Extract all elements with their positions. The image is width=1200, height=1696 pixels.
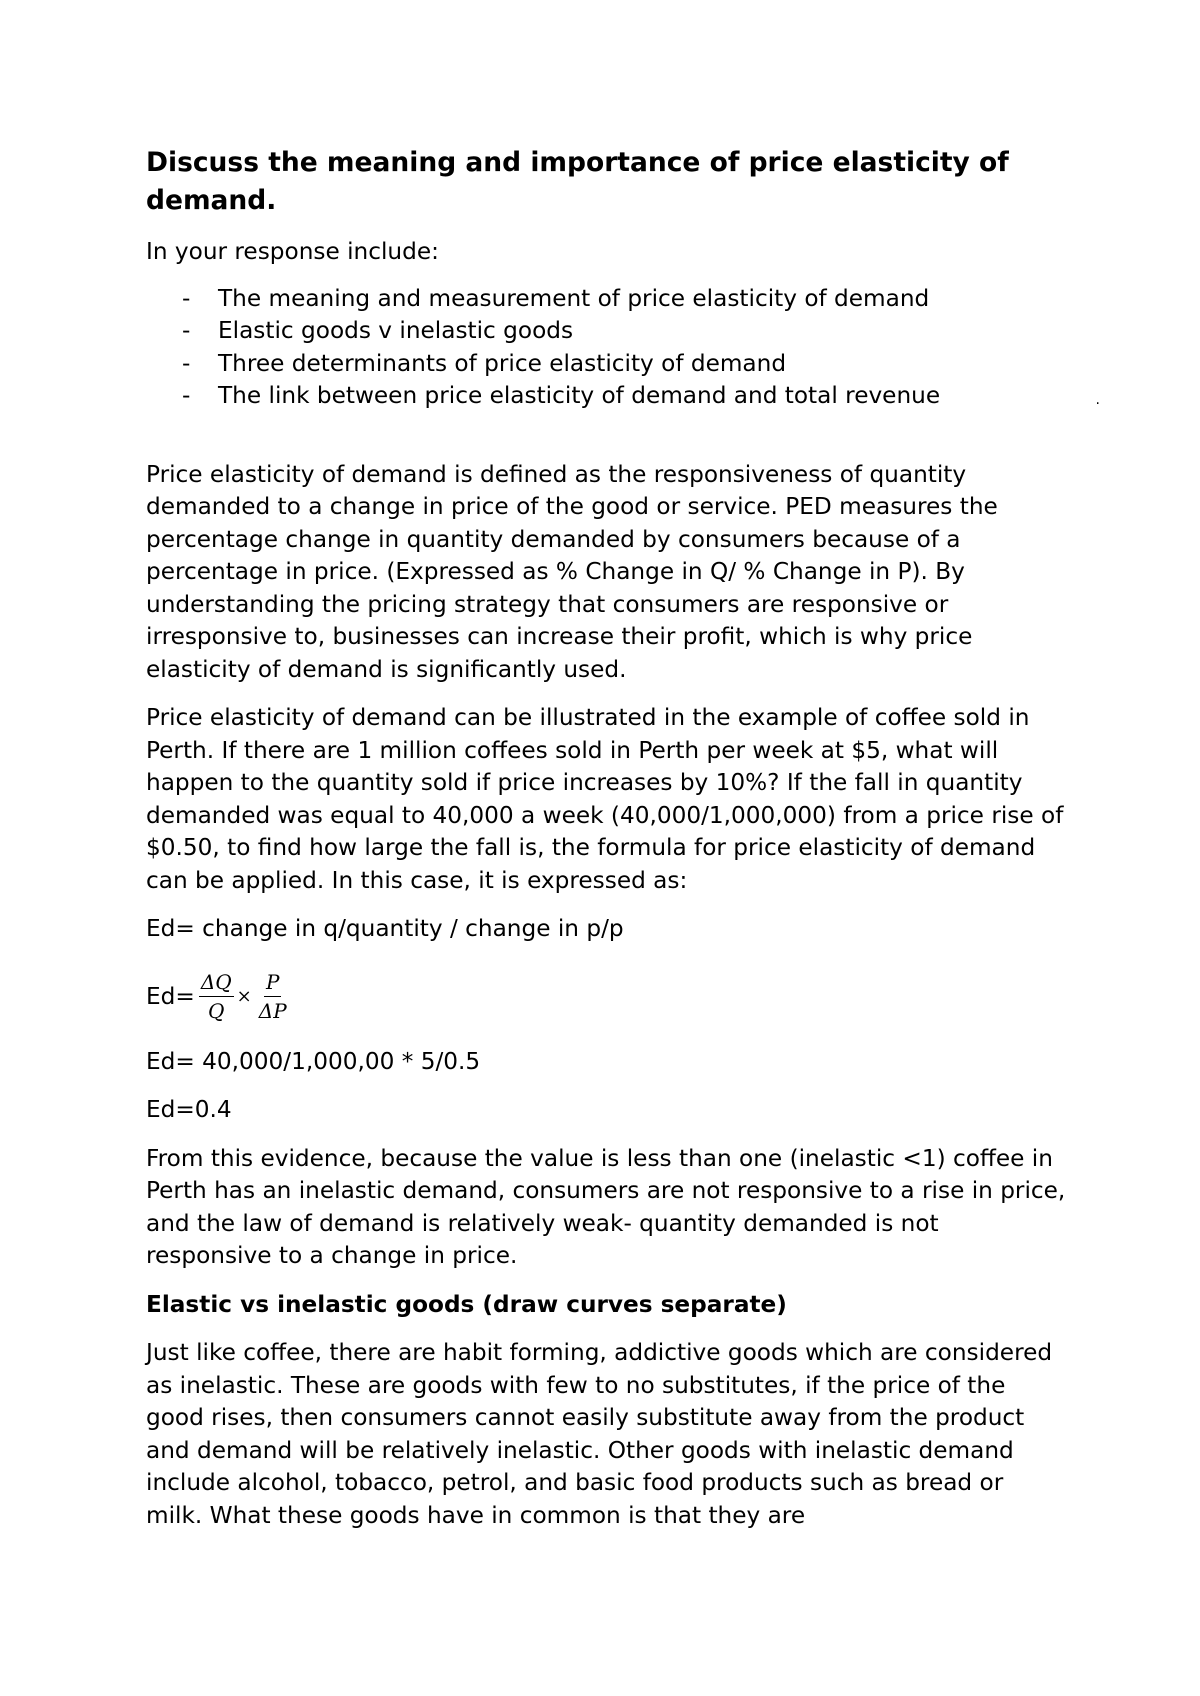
task-text: The link between price elasticity of demand and total revenue xyxy=(218,382,941,409)
section-heading: Elastic vs inelastic goods (draw curves separate) xyxy=(146,1290,787,1318)
formula-words: Ed= change in q/quantity / change in p/p xyxy=(146,915,624,942)
fraction-numerator: P xyxy=(264,970,281,997)
fraction-denominator: ΔP xyxy=(258,999,287,1023)
fraction-denominator: Q xyxy=(208,999,225,1023)
dash-bullet: - xyxy=(182,284,191,312)
fraction-numerator: ΔQ xyxy=(199,970,234,997)
times-sign: × xyxy=(236,986,252,1007)
intro-line: In your response include: xyxy=(146,238,439,265)
formula-prefix: Ed= xyxy=(146,983,195,1010)
example-paragraph: Price elasticity of demand can be illustrated in the example of coffee sold in Perth. If there are 1 million coffees sold in Perth per week at $5, what will happen to the quantity sold if price increases by 10%? If the fall in quantity demanded was equal to 40,000 a week (40,000/1,000,000) from a price rise of $0.50, to find how large the fall is, the formula for price elasticity of demand can be applied. In this case, it is expressed as: xyxy=(146,704,1064,894)
fraction-delta-q-over-q xyxy=(199,970,234,1023)
formula-substituted: Ed= 40,000/1,000,00 * 5/0.5 xyxy=(146,1047,481,1075)
conclusion-paragraph: From this evidence, because the value is less than one (inelastic <1) coffee in Perth has an inelastic demand, consumers are not responsive to a rise in price, and the law of demand is relatively weak- quantity demanded is not responsive to a change in price. xyxy=(146,1144,1066,1269)
dash-bullet: - xyxy=(182,382,191,409)
task-item xyxy=(146,315,1066,348)
task-item xyxy=(146,380,1100,413)
dash-bullet: - xyxy=(182,317,191,344)
inelastic-goods-paragraph: Just like coffee, there are habit forming, addictive goods which are considered as inelastic. These are goods with few to no substitutes, if the price of the good rises, then consumers cannot easily substitute away from the product and demand will be relatively inelastic. Other goods with inelastic demand include alcohol, tobacco, petrol, and basic food products such as bread or milk. What these goods have in common is that they are xyxy=(146,1339,1053,1529)
task-item xyxy=(146,348,1066,381)
document-page xyxy=(146,144,1100,1548)
definition-paragraph: Price elasticity of demand is defined as the responsiveness of quantity demanded to a change in price of the good or service. PED measures the percentage change in quantity demanded by consumers because of a percentage in price. (Expressed as % Change in Q/ % Change in P). By understanding the pricing strategy that consumers are responsive or irresponsive to, businesses can increase their profit, which is why price elasticity of demand is significantly used. xyxy=(146,460,998,683)
fraction-formula xyxy=(146,962,1066,1032)
fraction-p-over-delta-p xyxy=(259,970,287,1023)
dash-bullet: - xyxy=(182,349,191,377)
task-text: The meaning and measurement of price elasticity of demand xyxy=(218,284,930,312)
document-title: Discuss the meaning and importance of price elasticity of demand. xyxy=(146,147,1009,216)
task-item xyxy=(146,283,1066,316)
task-text: Three determinants of price elasticity of demand xyxy=(218,349,787,377)
stray-mark: . xyxy=(1095,392,1100,408)
task-text: Elastic goods v inelastic goods xyxy=(218,317,574,344)
formula-result: Ed=0.4 xyxy=(146,1096,232,1123)
task-list xyxy=(146,283,1100,413)
